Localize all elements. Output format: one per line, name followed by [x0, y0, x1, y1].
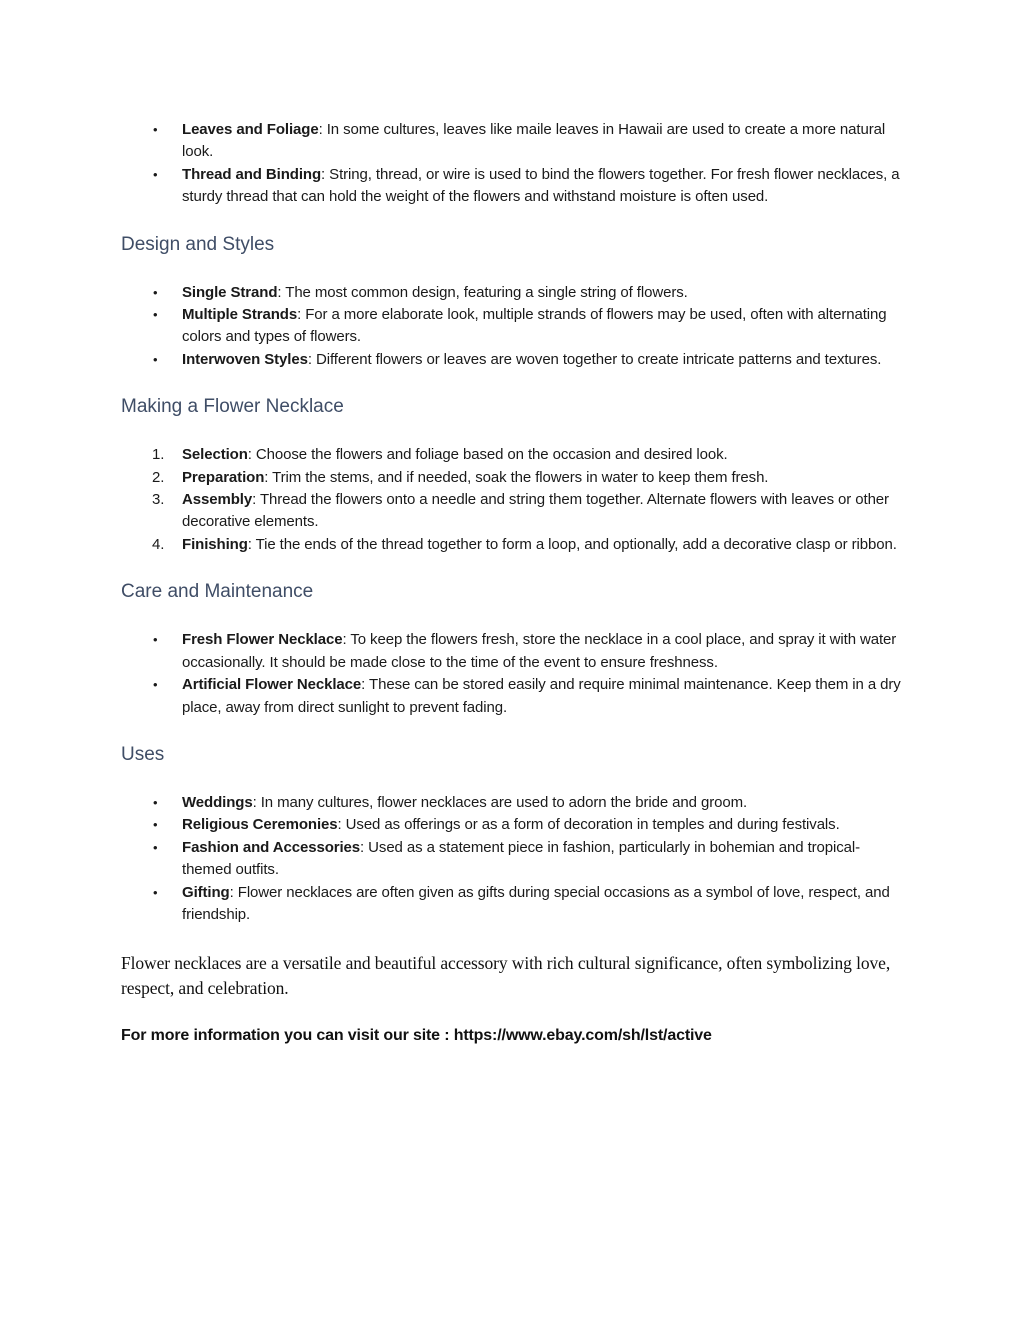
list-item: [121, 837, 903, 882]
list-desc: : For a more elaborate look, multiple strands of flowers may be used, often with alternating colors and types of flowers.: [182, 306, 887, 346]
list-desc: : Trim the stems, and if needed, soak the flowers in water to keep them fresh.: [264, 468, 769, 486]
bullet-marker: •: [153, 632, 158, 648]
list-term: Religious Ceremonies: [182, 816, 338, 834]
list-desc: : Different flowers or leaves are woven together to create intricate patterns and textures.: [307, 350, 882, 368]
list-term: Preparation: [182, 468, 265, 486]
list-item: [121, 534, 903, 556]
bullet-marker: •: [153, 307, 158, 323]
list-term: Interwoven Styles: [182, 350, 308, 368]
bullet-marker: •: [153, 884, 158, 900]
intro-bullet-list: [121, 119, 903, 209]
list-term: Weddings: [182, 793, 253, 811]
bullet-marker: •: [153, 817, 158, 833]
list-term: Gifting: [182, 883, 230, 901]
list-term: Assembly: [182, 491, 253, 509]
list-desc: : Flower necklaces are often given as gifts during special occasions as a symbol of love, respect, and friendship.: [182, 883, 890, 923]
list-desc: : In some cultures, leaves like maile leaves in Hawaii are used to create a more natural look.: [182, 121, 886, 161]
uses-bullet-list: [121, 792, 903, 926]
list-desc: : Used as offerings or as a form of decoration in temples and during festivals.: [337, 816, 840, 834]
section-heading-making-a-flower-necklace: Making a Flower Necklace: [121, 396, 344, 418]
list-term: Multiple Strands: [182, 306, 298, 324]
list-item: [121, 792, 903, 814]
bullet-marker: •: [153, 166, 158, 182]
list-desc: : String, thread, or wire is used to bind the flowers together. For fresh flower necklaces, a sturdy thread that can hold the weight of the flowers and withstand moisture is often used.: [182, 165, 900, 206]
list-item: [121, 882, 903, 927]
bullet-marker: •: [153, 839, 158, 855]
list-number: 1.: [152, 446, 165, 464]
section-heading-uses: Uses: [121, 743, 165, 765]
bullet-marker: •: [153, 351, 158, 367]
list-item: [121, 349, 903, 371]
list-desc: : To keep the flowers fresh, store the necklace in a cool place, and spray it with water occasionally. It should be made close to the time of the event to ensure freshness.: [182, 631, 897, 671]
section-heading-design-and-styles: Design and Styles: [121, 233, 275, 255]
bullet-marker: •: [153, 284, 158, 300]
bullet-marker: •: [153, 794, 158, 810]
footer-label: For more information you can visit our site :: [121, 1027, 454, 1045]
list-number: 3.: [152, 491, 165, 509]
list-desc: : Thread the flowers onto a needle and string them together. Alternate flowers with leaves or other decorative elements.: [182, 491, 889, 531]
list-item: [121, 282, 903, 304]
list-number: 4.: [152, 535, 165, 553]
list-term: Selection: [182, 446, 248, 464]
list-desc: : The most common design, featuring a single string of flowers.: [277, 283, 688, 301]
section-heading-care-and-maintenance: Care and Maintenance: [121, 581, 314, 603]
list-desc: : Used as a statement piece in fashion, particularly in bohemian and tropical-themed outfits.: [182, 838, 861, 879]
list-item: [121, 164, 903, 209]
list-term: Fashion and Accessories: [182, 838, 361, 856]
list-term: Finishing: [182, 535, 248, 553]
bullet-marker: •: [153, 677, 158, 693]
list-item: [121, 304, 903, 349]
list-term: Fresh Flower Necklace: [182, 631, 343, 649]
list-term: Artificial Flower Necklace: [182, 676, 362, 694]
list-term: Leaves and Foliage: [182, 121, 319, 138]
list-item: [121, 489, 903, 534]
list-term: Thread and Binding: [182, 165, 322, 183]
design-styles-bullet-list: [121, 282, 903, 372]
list-item: [121, 119, 903, 164]
list-desc: : Choose the flowers and foliage based on the occasion and desired look.: [247, 446, 728, 464]
list-desc: : These can be stored easily and require minimal maintenance. Keep them in a dry place, away from direct sunlight to prevent fading.: [182, 676, 901, 716]
ebay-url: https://www.ebay.com/sh/lst/active: [453, 1027, 712, 1045]
list-desc: : Tie the ends of the thread together to form a loop, and optionally, add a decorative clasp or ribbon.: [247, 535, 897, 553]
care-bullet-list: [121, 629, 903, 719]
list-item: [121, 444, 903, 466]
making-numbered-list: [121, 444, 903, 556]
list-item: [121, 814, 903, 836]
list-term: Single Strand: [182, 283, 278, 301]
footer-note: [121, 1025, 903, 1047]
list-number: 2.: [152, 468, 165, 486]
list-item: [121, 629, 903, 674]
bullet-marker: •: [153, 122, 158, 137]
list-desc: : In many cultures, flower necklaces are used to adorn the bride and groom.: [252, 793, 748, 811]
list-item: [121, 674, 903, 719]
list-item: [121, 467, 903, 489]
closing-paragraph: Flower necklaces are a versatile and beautiful accessory with rich cultural significance, often symbolizing love, respect, and celebration.: [121, 953, 891, 999]
